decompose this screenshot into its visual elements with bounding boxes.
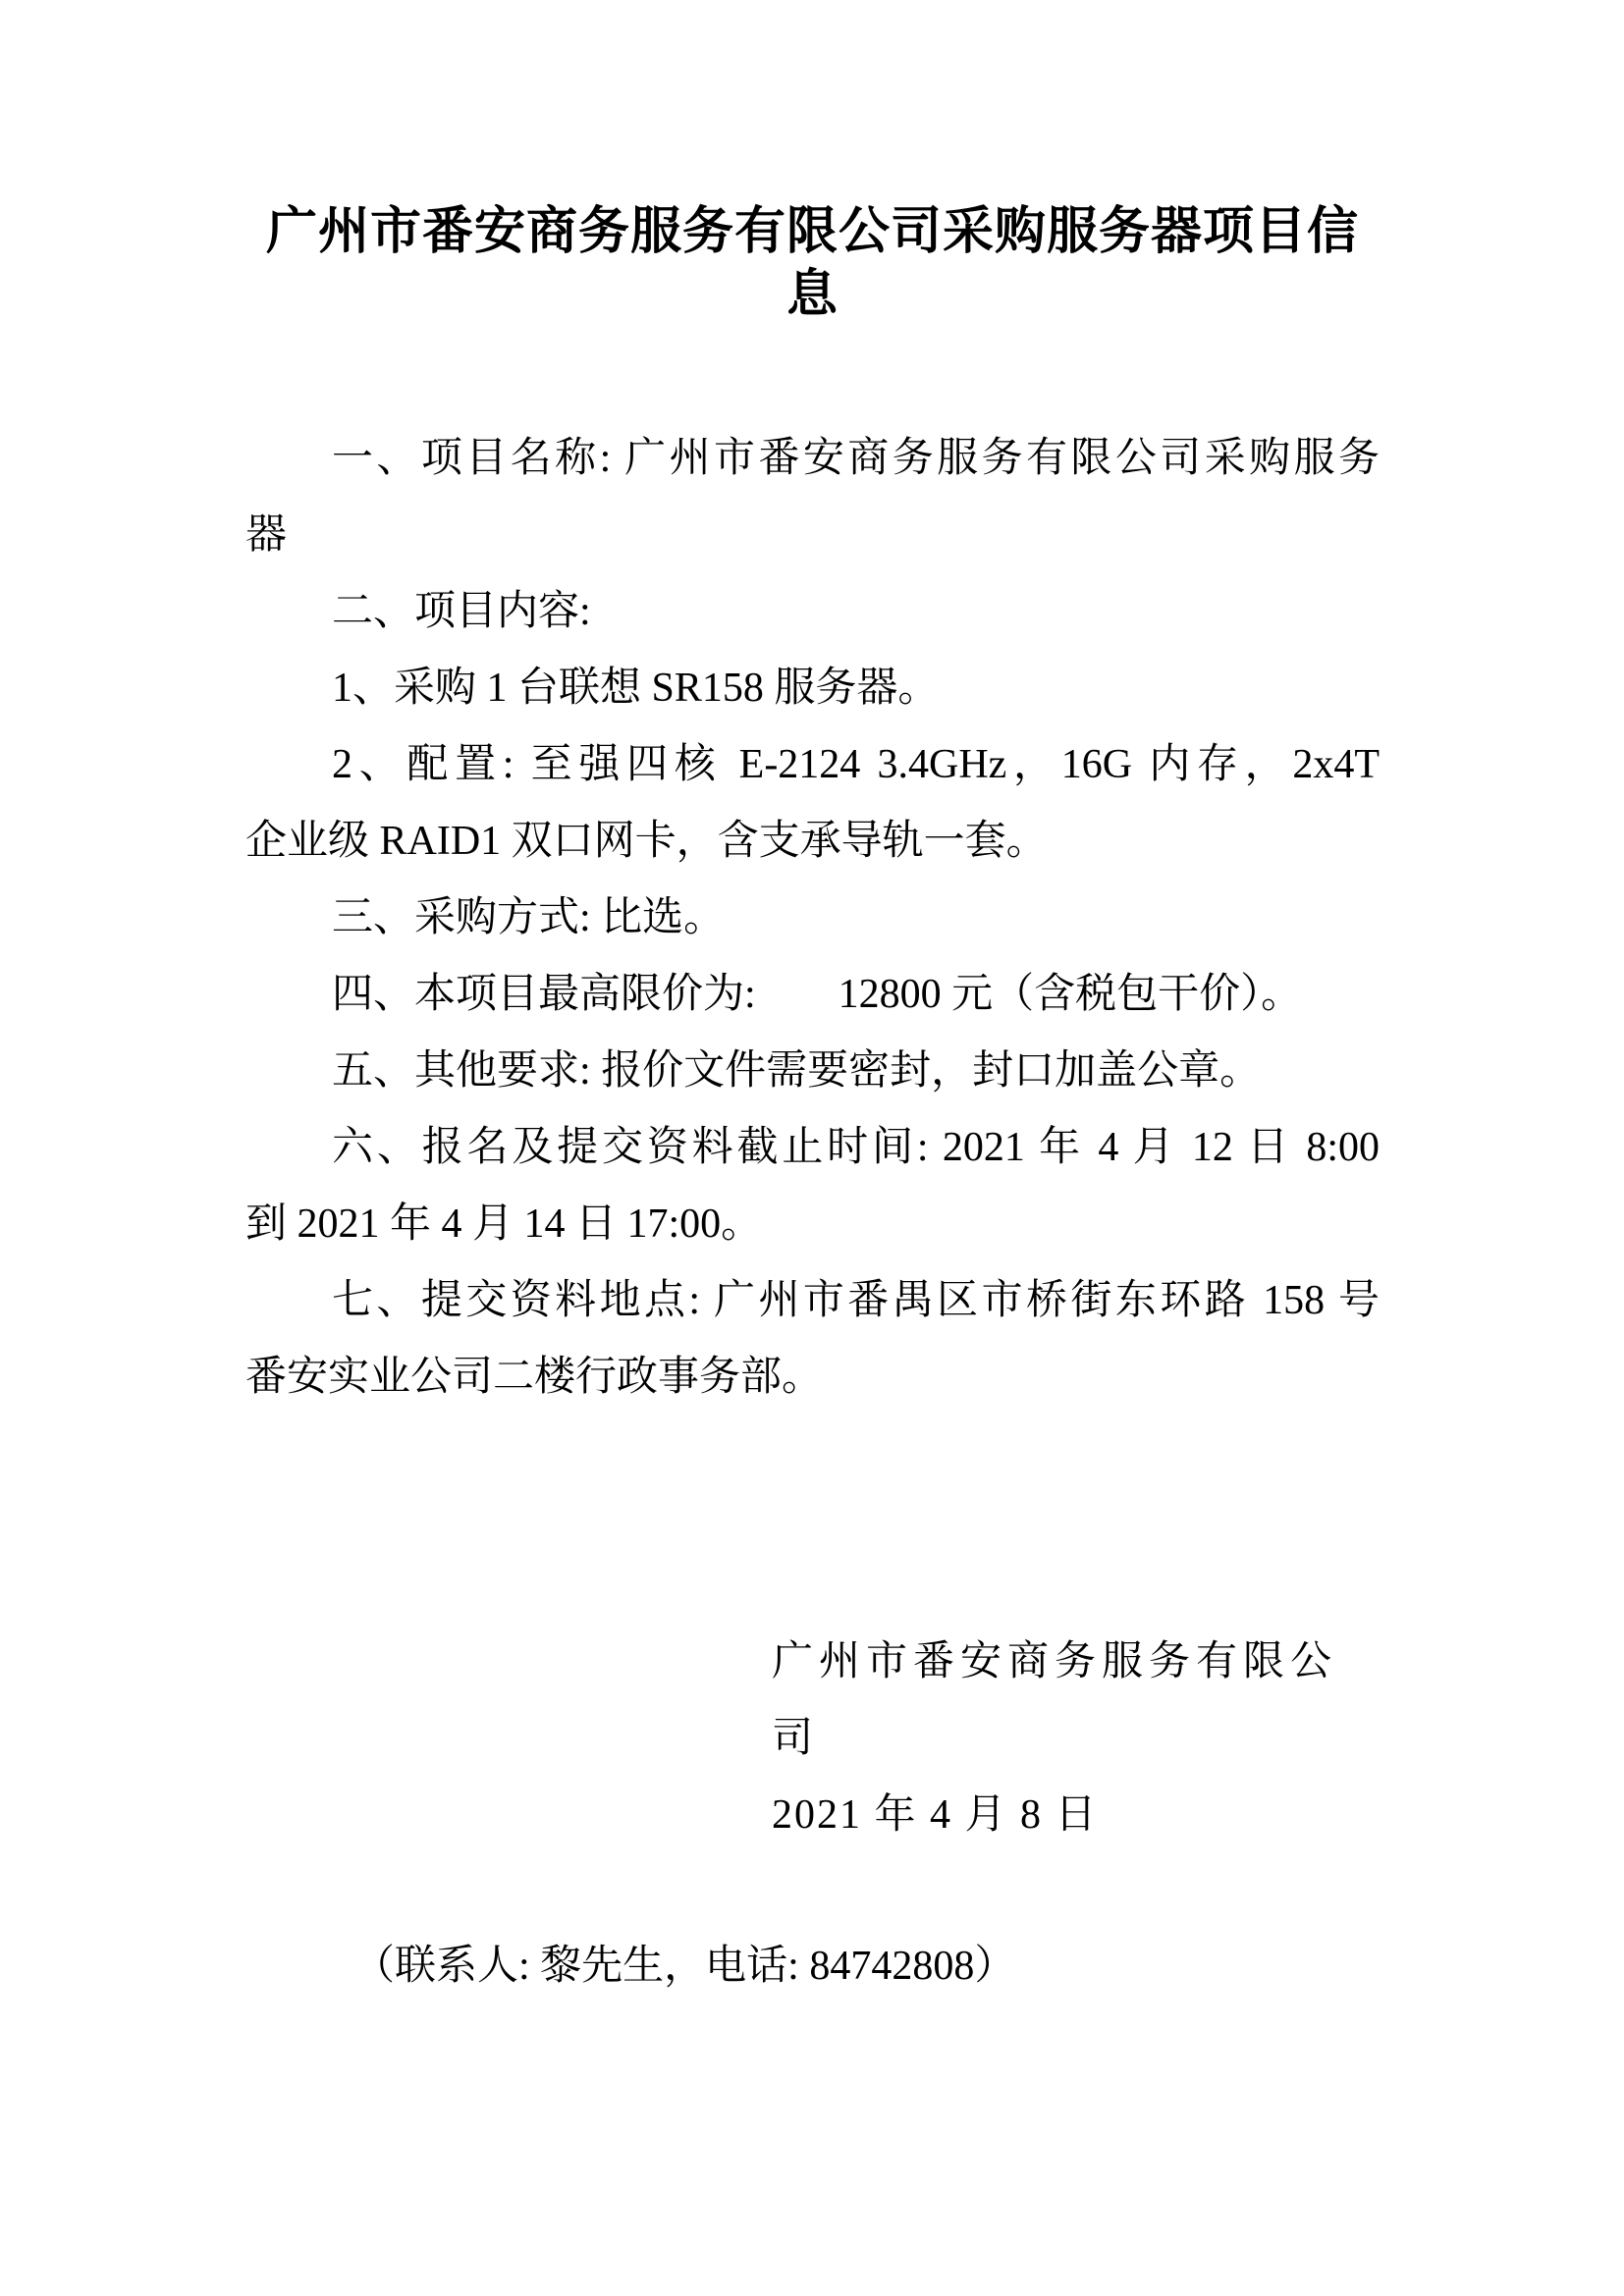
contact-info-line: （联系人: 黎先生，电话: 84742808） (353, 1944, 1016, 1989)
body-line-item-1: 1、采购 1 台联想 SR158 服务器。 (332, 666, 940, 711)
body-line-project-content: 二、项目内容: (332, 589, 591, 634)
document-body (245, 420, 1380, 1415)
body-line-deadline: 六、报名及提交资料截止时间: 2021 年 4 月 12 日 8:00 (332, 1125, 1380, 1170)
body-line-project-name: 一、项目名称: 广州市番安商务服务有限公司采购服务 (332, 436, 1380, 481)
document-title: 广州市番安商务服务有限公司采购服务器项目信息 (265, 204, 1359, 323)
body-line-submit-address: 七、提交资料地点: 广州市番禺区市桥街东环路 158 号 (332, 1278, 1380, 1323)
body-line-deadline-wrap: 到 2021 年 4 月 14 日 17:00。 (245, 1201, 763, 1247)
signature-company-name: 广州市番安商务服务有限公司 (772, 1639, 1338, 1761)
body-line-other-requirements: 五、其他要求: 报价文件需要密封，封口加盖公章。 (332, 1048, 1262, 1094)
body-line-item-2: 2、配置: 至强四核 E-2124 3.4GHz，16G 内存，2x4T (332, 742, 1380, 787)
body-line-item-2-wrap: 企业级 RAID1 双口网卡，含支承导轨一套。 (245, 819, 1048, 864)
body-line-procurement-method: 三、采购方式: 比选。 (332, 895, 726, 940)
body-line-submit-address-wrap: 番安实业公司二楼行政事务部。 (245, 1355, 824, 1400)
body-line-project-name-wrap: 器 (245, 512, 288, 558)
signature-block (245, 1624, 1380, 1853)
body-line-price-limit: 四、本项目最高限价为: 12800 元（含税包干价）。 (332, 972, 1303, 1017)
signature-date: 2021 年 4 月 8 日 (772, 1792, 1099, 1838)
